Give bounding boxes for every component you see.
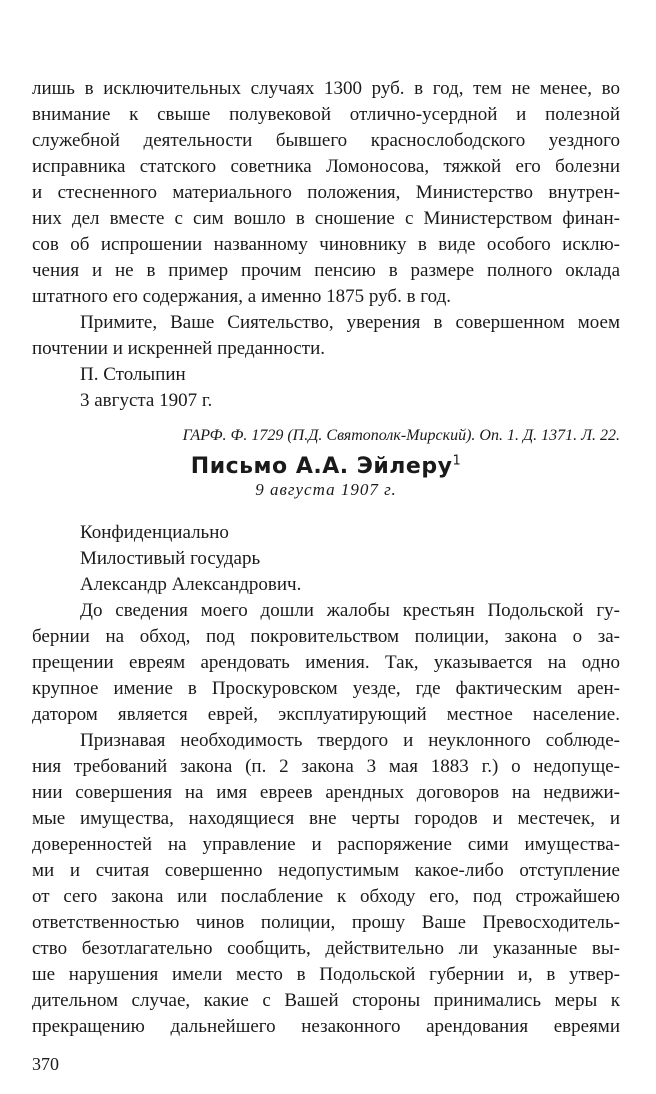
closing-line: Примите, Ваше Сиятельство, уверения в совершенном моем — [80, 312, 620, 333]
text-line: штатного его содержания, а именно 1875 руб. в год. — [32, 286, 451, 307]
archive-source-reference: ГАРФ. Ф. 1729 (П.Д. Святополк-Мирский). Оп. 1. Д. 1371. Л. 22. — [182, 427, 620, 444]
text-line: До сведения моего дошли жалобы крестьян Подольской гу- — [80, 600, 620, 621]
text-line: ми и считая совершенно недопустимым какое-либо отступление — [32, 860, 620, 881]
signature: П. Столыпин — [80, 364, 186, 385]
text-line: ство безотлагательно сообщить, действительно ли указанные вы- — [32, 938, 620, 959]
text-line: сов об испрошении названному чиновнику в виде особого исклю- — [32, 234, 620, 255]
text-line: ния требований закона (п. 2 закона 3 мая 1883 г.) о недопуще- — [32, 756, 620, 777]
closing-line: почтении и искренней преданности. — [32, 338, 326, 359]
text-line: крупное имение в Проскуровском уезде, где фактическим арен- — [32, 678, 620, 699]
text-line: доверенностей на управление и распоряжение сими имущества- — [32, 834, 620, 855]
salutation-line: Конфиденциально — [80, 522, 229, 543]
text-line: мые имущества, находящиеся вне черты городов и местечек, и — [32, 808, 620, 829]
text-line: исправника статского советника Ломоносова, тяжкой его болезни — [32, 156, 620, 177]
footnote-mark: 1 — [452, 453, 462, 469]
text-line: дительном случае, какие с Вашей стороны принимались меры к — [32, 990, 620, 1011]
salutation-line: Милостивый государь — [80, 548, 261, 569]
text-line: Признавая необходимость твердого и неуклонного соблюде- — [80, 730, 620, 751]
text-line: прещении евреям арендовать имения. Так, указывается на одно — [32, 652, 620, 673]
letter-date: 9 августа 1907 г. — [255, 480, 397, 499]
text-line: внимание к свыше полувековой отлично-усердной и полезной — [32, 104, 620, 125]
text-line: датором является еврей, эксплуатирующий местное население. — [32, 704, 620, 725]
salutation-line: Александр Александрович. — [80, 574, 302, 595]
text-line: служебной деятельности бывшего краснослободского уездного — [32, 130, 620, 151]
text-line: бернии на обход, под покровительством полиции, закона о за- — [32, 626, 620, 647]
text-line: и стесненного материального положения, Министерство внутрен- — [32, 182, 620, 203]
text-line: от сего закона или послабление к обходу его, под строжайшею — [32, 886, 620, 907]
text-line: лишь в исключительных случаях 1300 руб. в год, тем не менее, во — [32, 78, 620, 99]
closing-date: 3 августа 1907 г. — [80, 390, 213, 411]
text-line: них дел вместе с сим вошло в сношение с Министерством финан- — [32, 208, 620, 229]
text-line: чения и не в пример прочим пенсию в размере полного оклада — [32, 260, 620, 281]
letter-title-text: Письмо А.А. Эйлеру — [190, 454, 453, 479]
text-line: ше нарушения имели место в Подольской губернии и, в утвер- — [32, 964, 620, 985]
text-line: прекращению дальнейшего незаконного арендования евреями — [32, 1016, 620, 1037]
page-number: 370 — [32, 1054, 59, 1074]
text-line: нии совершения на имя евреев арендных договоров на недвижи- — [32, 782, 620, 803]
text-line: ответственностью чинов полиции, прошу Ваше Превосходитель- — [32, 912, 620, 933]
